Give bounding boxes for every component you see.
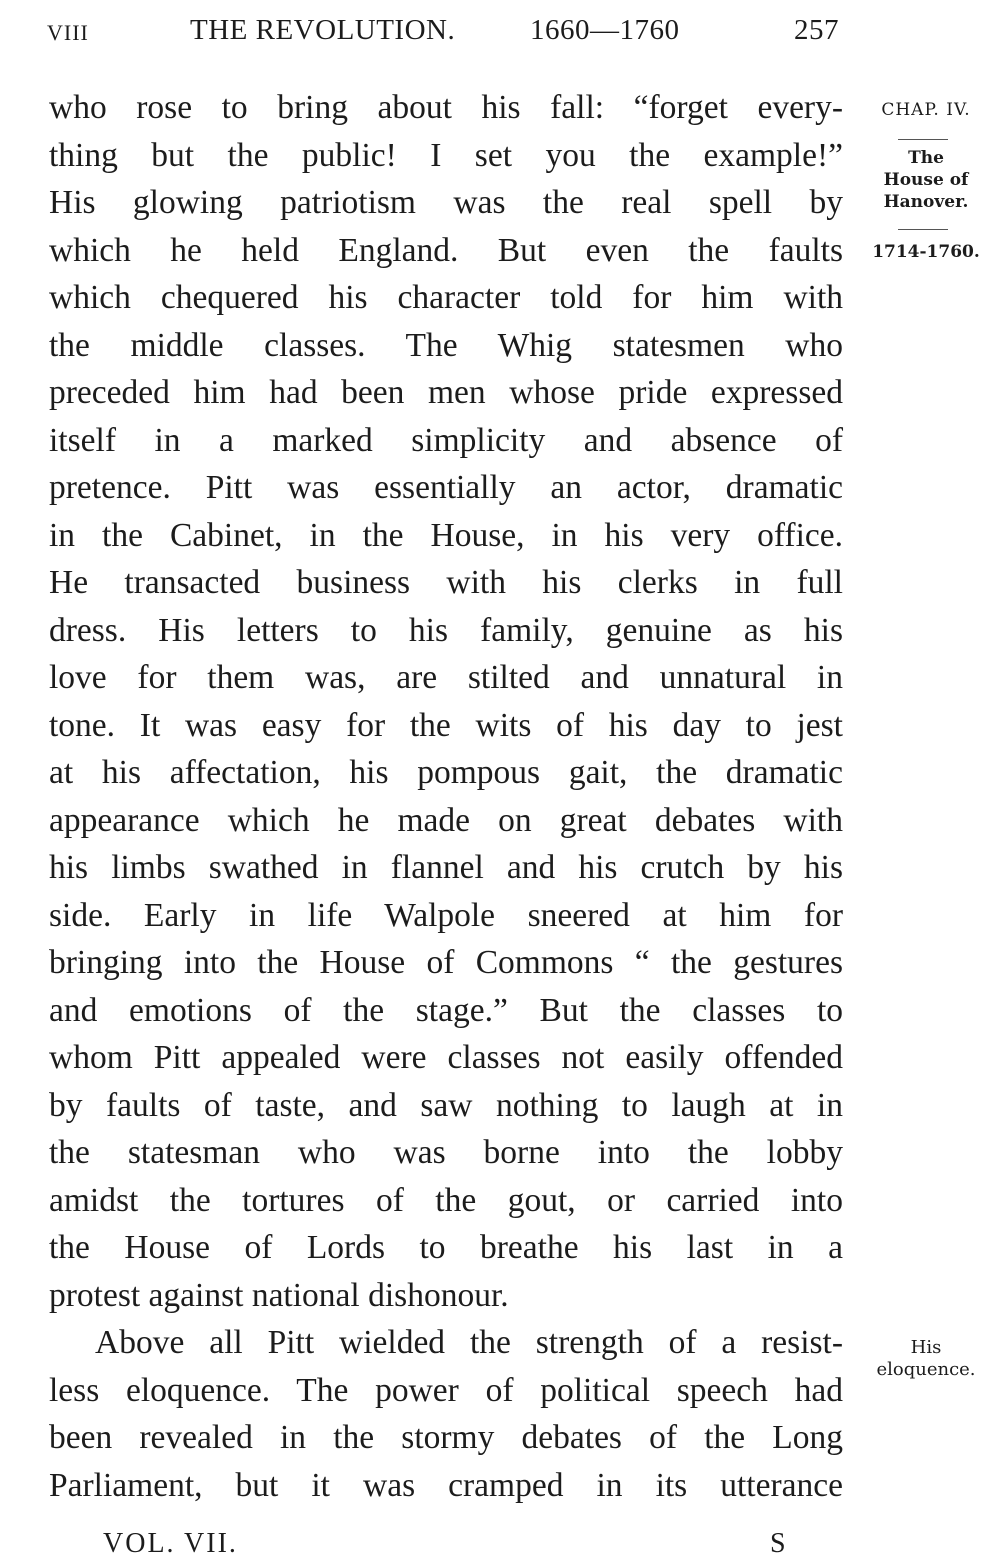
margin-chapter: CHAP. IV.	[881, 100, 971, 120]
text-line: less eloquence. The power of political speech had	[49, 1371, 843, 1409]
text-line: His glowing patriotism was the real spell by	[49, 184, 843, 221]
text-line: whom Pitt appealed were classes not easily offended	[49, 1039, 843, 1076]
text-line: the middle classes. The Whig statesmen who	[49, 326, 843, 364]
paragraph-2	[49, 1319, 843, 1509]
text-line: preceded him had been men whose pride expressed	[49, 374, 843, 411]
text-line: who rose to bring about his fall: “forget every-	[49, 89, 843, 126]
text-line: in the Cabinet, in the House, in his very office.	[49, 516, 843, 554]
text-line: Parliament, but it was cramped in its utterance	[49, 1466, 843, 1504]
header-chapter-numeral: VIII	[47, 20, 89, 45]
margin-subject-line-2: eloquence.	[876, 1359, 976, 1380]
margin-title-line-2: House of	[883, 170, 969, 190]
running-header	[0, 14, 1000, 54]
text-line: protest against national dishonour.	[49, 1276, 509, 1314]
text-line: dress. His letters to his family, genuine as his	[49, 611, 843, 649]
margin-subject-note	[862, 1337, 990, 1381]
text-line: the statesman who was borne into the lobby	[49, 1134, 843, 1171]
text-line: side. Early in life Walpole sneered at him for	[49, 896, 843, 934]
text-line: thing but the public! I set you the example!”	[49, 136, 843, 174]
paragraph-1	[49, 84, 843, 1319]
margin-rule-1	[898, 139, 948, 140]
footer-volume: VOL. VII.	[103, 1528, 238, 1559]
text-line: itself in a marked simplicity and absence of	[49, 421, 843, 459]
margin-rule-2	[898, 229, 948, 230]
text-line: which he held England. But even the faults	[49, 231, 843, 269]
margin-subject-line-1: His	[910, 1337, 942, 1358]
text-line: and emotions of the stage.” But the classes to	[49, 991, 843, 1029]
text-line: He transacted business with his clerks in full	[49, 564, 843, 601]
text-line: his limbs swathed in flannel and his crutch by his	[49, 849, 843, 886]
header-title: THE REVOLUTION.	[190, 14, 456, 46]
text-line: bringing into the House of Commons “ the gestures	[49, 944, 843, 981]
text-line: amidst the tortures of the gout, or carried into	[49, 1181, 843, 1219]
margin-dates: 1714-1760.	[872, 242, 980, 262]
text-line: which chequered his character told for him with	[49, 279, 843, 316]
header-years: 1660—1760	[530, 14, 680, 46]
margin-title-line-1: The	[908, 148, 944, 168]
text-line: at his affectation, his pompous gait, the dramatic	[49, 754, 843, 791]
margin-title-line-3: Hanover.	[883, 192, 969, 212]
text-line: pretence. Pitt was essentially an actor, dramatic	[49, 469, 843, 506]
footer-signature-mark: S	[770, 1528, 786, 1559]
text-line: been revealed in the stormy debates of the Long	[49, 1419, 843, 1456]
text-line: Above all Pitt wielded the strength of a resist-	[95, 1324, 843, 1361]
body-text	[49, 84, 843, 1509]
text-line: love for them was, are stilted and unnatural in	[49, 659, 843, 696]
text-line: tone. It was easy for the wits of his day to jest	[49, 706, 843, 744]
margin-section-title	[862, 147, 990, 213]
text-line: the House of Lords to breathe his last in a	[49, 1229, 843, 1266]
text-line: appearance which he made on great debates with	[49, 801, 843, 839]
text-line: by faults of taste, and saw nothing to laugh at in	[49, 1086, 843, 1124]
page-number: 257	[794, 14, 839, 46]
